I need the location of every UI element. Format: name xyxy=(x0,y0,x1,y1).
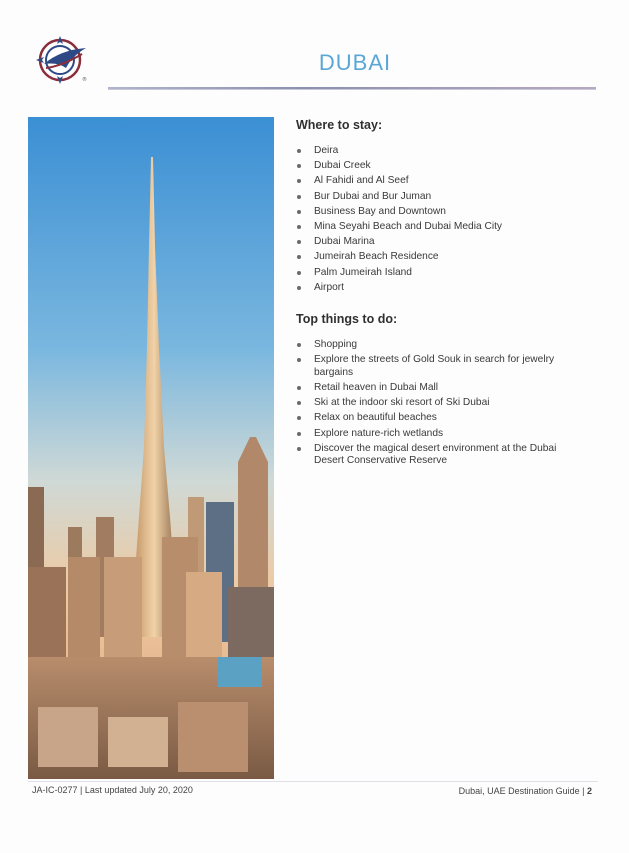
list-item: Shopping xyxy=(296,339,576,352)
company-logo xyxy=(36,36,90,84)
where-to-stay-heading: Where to stay: xyxy=(296,118,383,132)
destination-content xyxy=(296,118,576,471)
page-title: DUBAI xyxy=(318,50,392,75)
header-divider xyxy=(108,87,596,90)
list-item: Relax on beautiful beaches xyxy=(296,412,576,425)
top-things-heading: Top things to do: xyxy=(296,312,398,327)
list-item: Ski at the indoor ski resort of Ski Dubai xyxy=(296,397,576,410)
list-item: Deira xyxy=(296,145,576,158)
list-item: Explore nature-rich wetlands xyxy=(296,428,576,441)
list-item: Dubai Marina xyxy=(296,236,576,249)
where-to-stay-list xyxy=(296,145,576,294)
top-things-list xyxy=(296,339,576,468)
list-item: Jumeirah Beach Residence xyxy=(296,251,576,264)
list-item: Discover the magical desert environment at the Dubai Desert Conservative Reserve xyxy=(296,443,576,468)
page-number: 2 xyxy=(586,786,592,796)
document-id-and-date: JA-IC-0277 | Last updated July 20, 2020 xyxy=(32,785,193,795)
footer-divider xyxy=(28,781,598,782)
list-item: Dubai Creek xyxy=(296,160,576,173)
list-item: Mina Seyahi Beach and Dubai Media City xyxy=(296,221,576,234)
footer-guide-title xyxy=(459,786,592,796)
list-item: Retail heaven in Dubai Mall xyxy=(296,382,576,395)
list-item: Bur Dubai and Bur Juman xyxy=(296,191,576,204)
list-item: Airport xyxy=(296,282,576,295)
list-item: Al Fahidi and Al Seef xyxy=(296,175,576,188)
svg-text:®: ® xyxy=(82,77,87,83)
list-item: Business Bay and Downtown xyxy=(296,206,576,219)
guide-title: Dubai, UAE Destination Guide | xyxy=(458,786,587,796)
list-item: Palm Jumeirah Island xyxy=(296,267,576,280)
dubai-skyline-photo xyxy=(28,117,274,779)
list-item: Explore the streets of Gold Souk in search for jewelry bargains xyxy=(296,354,576,379)
